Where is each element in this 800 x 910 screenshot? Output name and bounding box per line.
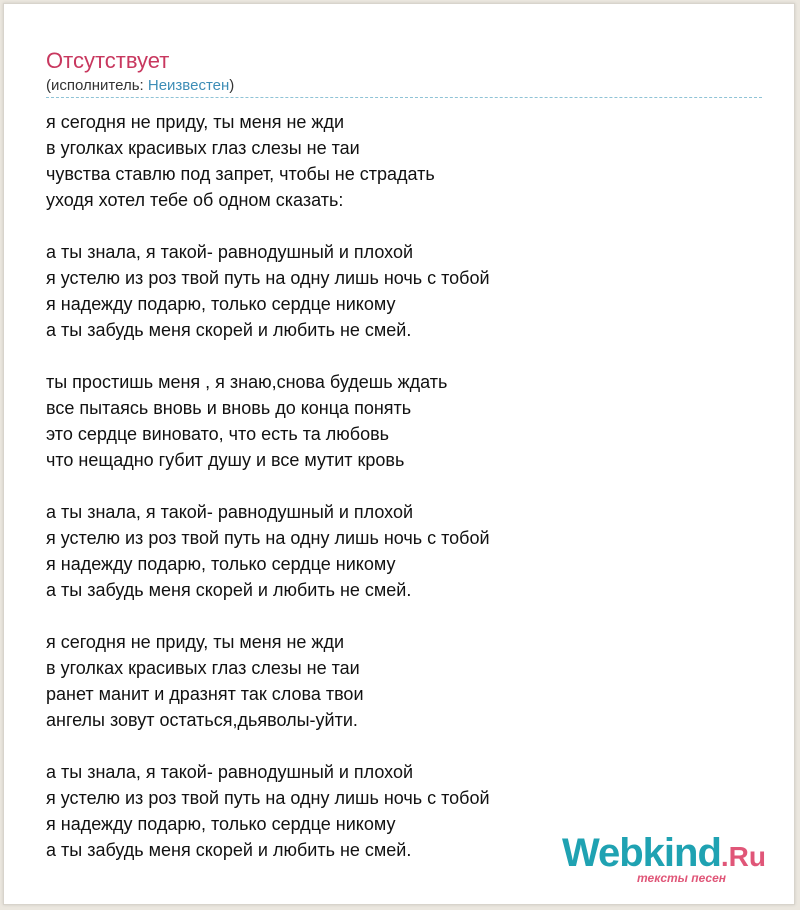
stanza bbox=[46, 109, 490, 213]
lyric-line: я устелю из роз твой путь на одну лишь ночь с тобой bbox=[46, 268, 490, 288]
stanza bbox=[46, 629, 490, 733]
lyric-line: я сегодня не приду, ты меня не жди bbox=[46, 112, 345, 132]
lyric-line: я устелю из роз твой путь на одну лишь ночь с тобой bbox=[46, 528, 490, 548]
stanza bbox=[46, 759, 490, 863]
logo-suffix: .Ru bbox=[720, 841, 766, 872]
song-title: Отсутствует bbox=[46, 48, 170, 73]
lyric-line: а ты знала, я такой- равнодушный и плохой bbox=[46, 762, 414, 782]
artist-suffix: ) bbox=[229, 77, 235, 94]
lyric-line: что нещадно губит душу и все мутит кровь bbox=[46, 450, 405, 470]
lyric-line: ранет манит и дразнят так слова твои bbox=[46, 684, 364, 704]
lyric-line: ты простишь меня , я знаю,снова будешь ждать bbox=[46, 372, 448, 392]
lyric-line: я надежду подарю, только сердце никому bbox=[46, 814, 396, 834]
divider bbox=[46, 97, 762, 98]
lyric-line: в уголках красивых глаз слезы не таи bbox=[46, 138, 360, 158]
lyric-line: я надежду подарю, только сердце никому bbox=[46, 554, 396, 574]
lyrics-text bbox=[46, 109, 490, 863]
lyric-line: я устелю из роз твой путь на одну лишь ночь с тобой bbox=[46, 788, 490, 808]
lyric-line: а ты забудь меня скорей и любить не смей. bbox=[46, 320, 412, 340]
lyric-line: все пытаясь вновь и вновь до конца понять bbox=[46, 398, 412, 418]
lyric-line: чувства ставлю под запрет, чтобы не страдать bbox=[46, 164, 435, 184]
lyrics-card bbox=[3, 3, 795, 905]
lyric-line: я сегодня не приду, ты меня не жди bbox=[46, 632, 345, 652]
logo-main-text: Webkind bbox=[561, 831, 721, 875]
artist-line bbox=[46, 77, 234, 95]
lyric-line: а ты знала, я такой- равнодушный и плохой bbox=[46, 242, 414, 262]
stanza bbox=[46, 239, 490, 343]
lyric-line: это сердце виновато, что есть та любовь bbox=[46, 424, 390, 444]
lyric-line: в уголках красивых глаз слезы не таи bbox=[46, 658, 360, 678]
lyric-line: а ты забудь меня скорей и любить не смей. bbox=[46, 580, 412, 600]
lyric-line: ангелы зовут остаться,дьяволы-уйти. bbox=[46, 710, 358, 730]
lyric-line: а ты знала, я такой- равнодушный и плохой bbox=[46, 502, 414, 522]
artist-prefix: (исполнитель: bbox=[46, 77, 148, 94]
lyric-line: а ты забудь меня скорей и любить не смей. bbox=[46, 840, 412, 860]
stanza bbox=[46, 369, 490, 473]
logo-tagline: тексты песен bbox=[637, 871, 726, 885]
stanza bbox=[46, 499, 490, 603]
lyric-line: я надежду подарю, только сердце никому bbox=[46, 294, 396, 314]
lyric-line: уходя хотел тебе об одном сказать: bbox=[46, 190, 344, 210]
artist-link[interactable]: Неизвестен bbox=[147, 77, 230, 94]
site-logo[interactable] bbox=[562, 833, 766, 884]
